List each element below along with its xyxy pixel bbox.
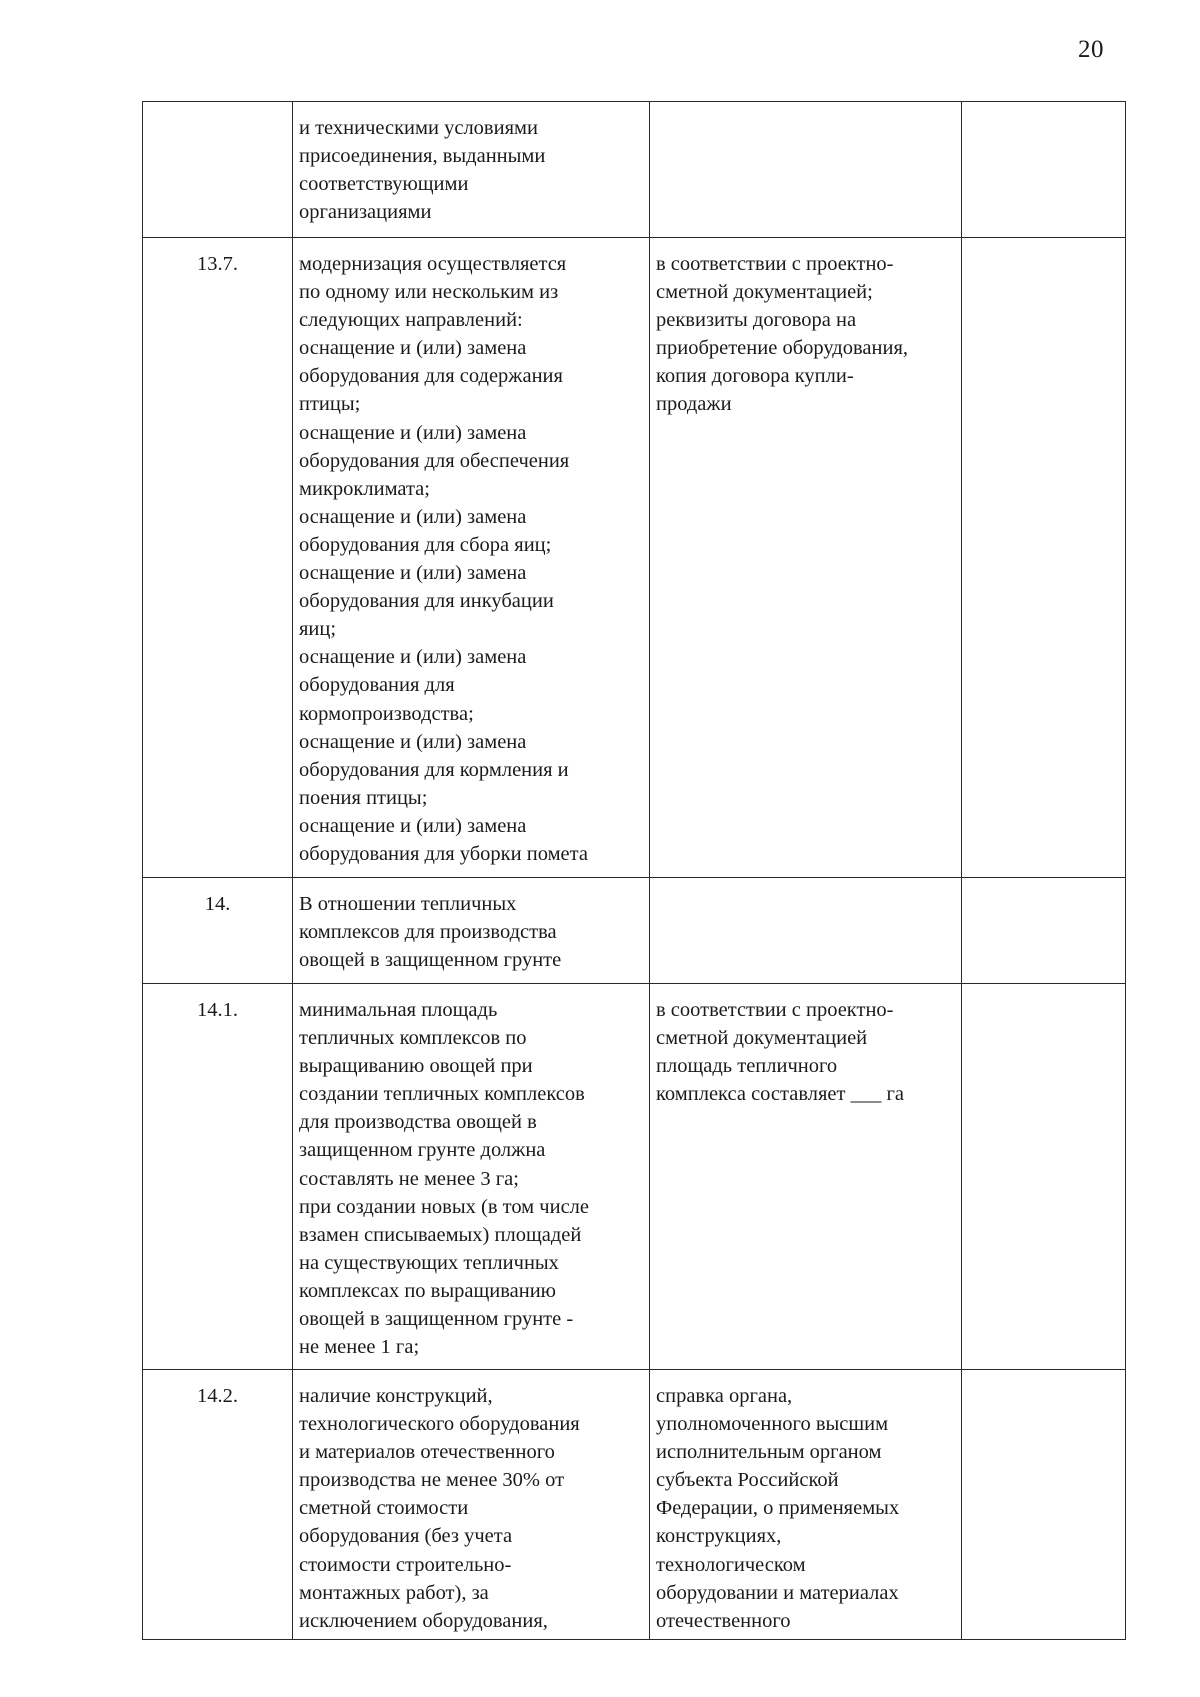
requirement-cell [293, 1370, 650, 1640]
requirement-line: оборудования для инкубации [299, 590, 554, 613]
requirement-line: оборудования для [299, 674, 455, 697]
document-line: конструкциях, [656, 1525, 782, 1548]
requirement-line: овощей в защищенном грунте [299, 949, 562, 972]
document-line: оборудовании и материалах [656, 1581, 899, 1604]
item-number-cell: 14. [143, 878, 293, 984]
requirement-line: оснащение и (или) замена [299, 505, 527, 528]
requirement-line: при создании новых (в том числе [299, 1195, 589, 1218]
table-row [143, 238, 1126, 878]
requirement-line: взамен списываемых) площадей [299, 1223, 582, 1246]
note-cell [962, 238, 1126, 878]
requirement-line: создании тепличных комплексов [299, 1083, 585, 1106]
requirement-line: оборудования для сбора яиц; [299, 533, 552, 556]
requirement-line: оснащение и (или) замена [299, 646, 527, 669]
requirement-line: производства не менее 30% от [299, 1469, 565, 1492]
document-line: сметной документацией [656, 1027, 868, 1050]
requirement-line: тепличных комплексов по [299, 1027, 527, 1050]
note-cell [962, 102, 1126, 238]
document-line: отечественного [656, 1609, 791, 1632]
item-number-cell [143, 102, 293, 238]
document-line: технологическом [656, 1553, 806, 1576]
document-line: в соответствии с проектно- [656, 253, 894, 275]
requirements-table [142, 101, 1126, 1640]
requirement-cell [293, 102, 650, 238]
requirement-line: выращиванию овощей при [299, 1055, 533, 1078]
requirement-cell [293, 984, 650, 1370]
requirement-line: стоимости строительно- [299, 1553, 512, 1576]
requirement-line: птицы; [299, 393, 361, 416]
document-cell [650, 984, 962, 1370]
document-line: реквизиты договора на [656, 309, 857, 332]
requirement-line: и материалов отечественного [299, 1441, 555, 1464]
requirement-line: оснащение и (или) замена [299, 337, 527, 360]
document-line: уполномоченного высшим [656, 1413, 889, 1436]
document-cell [650, 878, 962, 984]
item-number-cell: 14.2. [143, 1370, 293, 1640]
requirement-line: оснащение и (или) замена [299, 730, 527, 753]
requirement-line: монтажных работ), за [299, 1581, 489, 1604]
requirement-line: на существующих тепличных [299, 1251, 559, 1274]
note-cell [962, 878, 1126, 984]
requirement-line: присоединения, выданными [299, 145, 546, 168]
document-line: в соответствии с проектно- [656, 999, 894, 1021]
requirement-line: комплексах по выращиванию [299, 1279, 556, 1302]
requirement-line: не менее 1 га; [299, 1336, 420, 1359]
note-cell [962, 1370, 1126, 1640]
requirement-line: минимальная площадь [299, 999, 498, 1021]
requirement-line: следующих направлений: [299, 309, 523, 332]
requirement-line: оснащение и (или) замена [299, 562, 527, 585]
requirement-line: комплексов для производства [299, 921, 557, 944]
requirement-line: соответствующими [299, 173, 469, 196]
requirement-line: модернизация осуществляется [299, 253, 567, 275]
requirement-line: оборудования для уборки помета [299, 842, 588, 865]
requirement-line: исключением оборудования, [299, 1609, 548, 1632]
table-row [143, 878, 1126, 984]
requirement-line: овощей в защищенном грунте - [299, 1308, 574, 1331]
requirement-line: оборудования для кормления и [299, 758, 569, 781]
document-line: приобретение оборудования, [656, 337, 908, 360]
page-number: 20 [1078, 36, 1104, 63]
requirement-line: и техническими условиями [299, 117, 538, 139]
requirement-line: составлять не менее 3 га; [299, 1167, 519, 1190]
document-cell [650, 238, 962, 878]
requirement-line: поения птицы; [299, 786, 428, 809]
document-line: Федерации, о применяемых [656, 1497, 900, 1520]
document-line: исполнительным органом [656, 1441, 882, 1464]
requirement-line: наличие конструкций, [299, 1385, 493, 1407]
item-number-cell: 13.7. [143, 238, 293, 878]
requirement-line: В отношении тепличных [299, 893, 517, 915]
requirement-line: по одному или нескольким из [299, 281, 559, 304]
requirement-line: микроклимата; [299, 477, 430, 500]
item-number-cell: 14.1. [143, 984, 293, 1370]
table-row [143, 102, 1126, 238]
document-line: площадь тепличного [656, 1055, 838, 1078]
requirement-line: сметной стоимости [299, 1497, 469, 1520]
requirement-line: яиц; [299, 618, 337, 641]
document-line: продажи [656, 393, 732, 416]
requirement-line: кормопроизводства; [299, 702, 474, 725]
document-cell [650, 102, 962, 238]
requirement-line: организациями [299, 201, 432, 224]
document-cell [650, 1370, 962, 1640]
document-line: субъекта Российской [656, 1469, 839, 1492]
requirement-cell [293, 238, 650, 878]
requirement-line: защищенном грунте должна [299, 1139, 546, 1162]
document-line: сметной документацией; [656, 281, 873, 304]
note-cell [962, 984, 1126, 1370]
requirement-line: технологического оборудования [299, 1413, 580, 1436]
document-line: копия договора купли- [656, 365, 854, 388]
requirement-line: оборудования для содержания [299, 365, 563, 388]
requirement-line: оснащение и (или) замена [299, 814, 527, 837]
requirement-line: оборудования для обеспечения [299, 449, 570, 472]
table-row [143, 984, 1126, 1370]
requirement-line: оборудования (без учета [299, 1525, 513, 1548]
requirement-cell [293, 878, 650, 984]
requirement-line: оснащение и (или) замена [299, 421, 527, 444]
requirement-line: для производства овощей в [299, 1111, 537, 1134]
table-row [143, 1370, 1126, 1640]
document-line: справка органа, [656, 1385, 793, 1407]
document-line: комплекса составляет ___ га [656, 1083, 904, 1106]
